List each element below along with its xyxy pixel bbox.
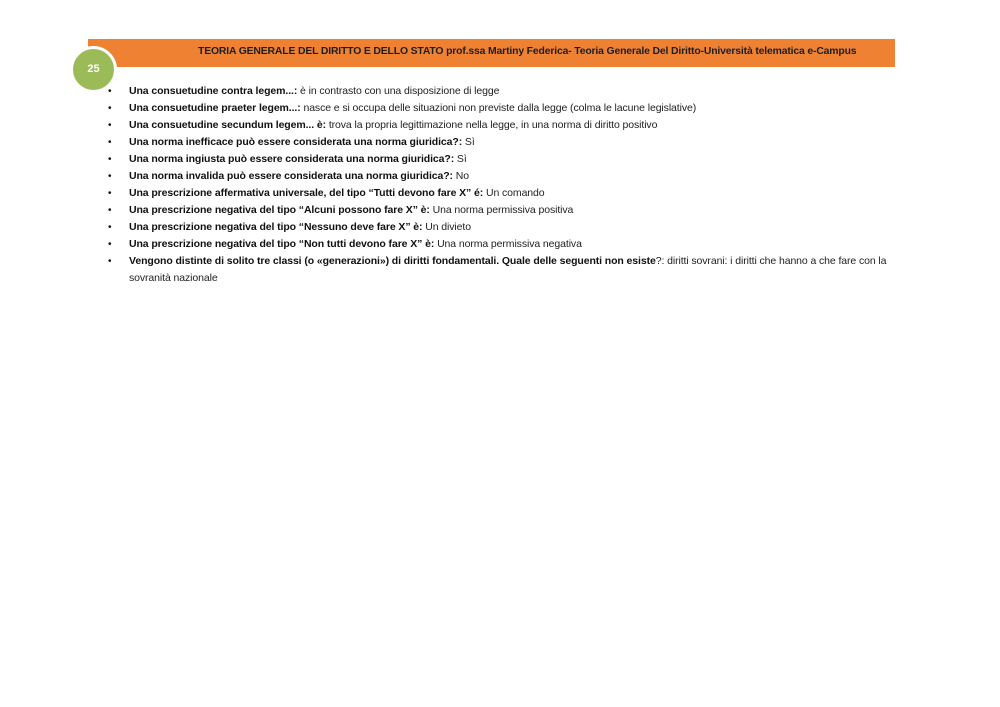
item-answer: Un divieto — [422, 221, 471, 233]
bullet-icon: • — [108, 205, 112, 216]
item-answer: Un comando — [483, 187, 545, 199]
item-question: Una consuetudine contra legem...: — [129, 85, 298, 97]
list-item — [108, 219, 898, 236]
bullet-icon: • — [108, 188, 112, 199]
list-item — [108, 168, 898, 185]
bullet-icon: • — [108, 154, 112, 165]
item-answer: Sì — [454, 153, 467, 165]
item-answer: nasce e si occupa delle situazioni non previste dalla legge (colma le lacune legislative) — [300, 102, 697, 114]
item-answer: Una norma permissiva positiva — [429, 204, 574, 216]
item-answer: Una norma permissiva negativa — [434, 238, 582, 250]
item-question: Una prescrizione affermativa universale, del tipo “Tutti devono fare X” é: — [129, 187, 484, 199]
item-question: Una prescrizione negativa del tipo “Non tutti devono fare X” è: — [129, 238, 435, 250]
item-question: Una norma invalida può essere considerata una norma giuridica?: — [129, 170, 453, 182]
item-question: Una norma inefficace può essere considerata una norma giuridica?: — [129, 136, 463, 148]
list-item — [108, 151, 898, 168]
list-item — [108, 185, 898, 202]
list-item — [108, 134, 898, 151]
list-item — [108, 236, 898, 253]
bullet-icon: • — [108, 137, 112, 148]
item-question: Una consuetudine praeter legem...: — [129, 102, 301, 114]
item-answer: No — [452, 170, 470, 182]
bullet-icon: • — [108, 239, 112, 250]
list-item — [108, 253, 898, 287]
item-answer: Sì — [462, 136, 475, 148]
header-bar — [88, 39, 895, 67]
list-item — [108, 117, 898, 134]
item-question: Una prescrizione negativa del tipo “Nessuno deve fare X” è: — [129, 221, 423, 233]
list-item — [108, 202, 898, 219]
item-question: Vengono distinte di solito tre classi (o «generazioni») di diritti fondamentali. Quale delle seguenti non esiste — [129, 255, 656, 267]
item-answer: è in contrasto con una disposizione di legge — [297, 85, 500, 97]
list-item — [108, 100, 898, 117]
item-answer: ?: diritti sovrani: i diritti che hanno a che fare con la sovranità nazionale — [129, 255, 887, 284]
item-question: Una prescrizione negativa del tipo “Alcuni possono fare X” è: — [129, 204, 430, 216]
bullet-icon: • — [108, 256, 112, 267]
bullet-icon: • — [108, 171, 112, 182]
bullet-icon: • — [108, 120, 112, 131]
item-question: Una consuetudine secundum legem... è: — [129, 119, 327, 131]
item-answer: trova la propria legittimazione nella legge, in una norma di diritto positivo — [326, 119, 658, 131]
item-question: Una norma ingiusta può essere considerata una norma giuridica?: — [129, 153, 455, 165]
bullet-icon: • — [108, 103, 112, 114]
page-number-badge: 25 — [70, 46, 117, 93]
list-item — [108, 83, 898, 100]
question-list — [108, 83, 898, 287]
header-title: TEORIA GENERALE DEL DIRITTO E DELLO STATO prof.ssa Martiny Federica- Teoria Generale Del Diritto-Università telematica e-Campus — [198, 46, 857, 57]
bullet-icon: • — [108, 86, 112, 97]
bullet-icon: • — [108, 222, 112, 233]
